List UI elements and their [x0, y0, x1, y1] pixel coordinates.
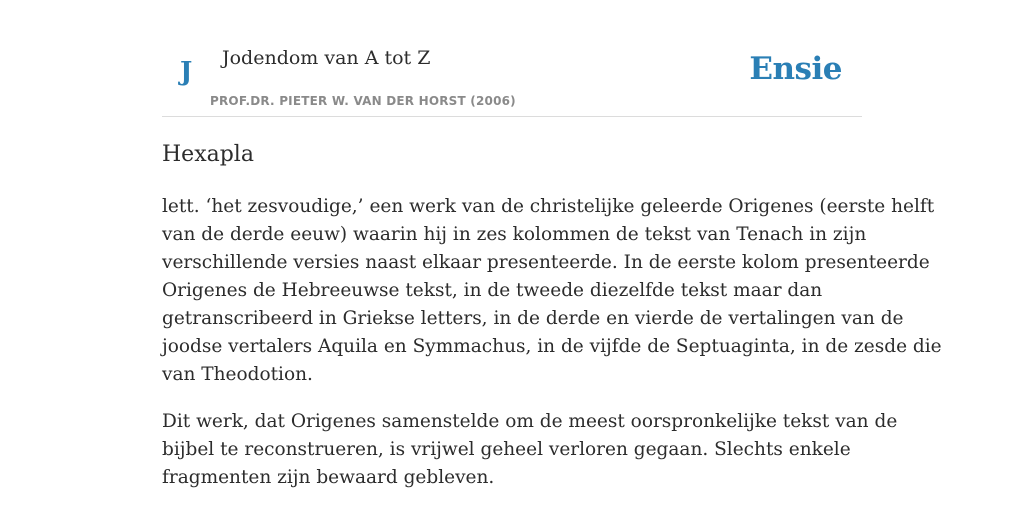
- paragraph-line: fragmenten zijn bewaard gebleven.: [162, 467, 495, 488]
- paragraph-line: van de derde eeuw) waarin hij in zes kolommen de tekst van Tenach in zijn: [162, 224, 867, 245]
- paragraph-line: verschillende versies naast elkaar presenteerde. In de eerste kolom presenteerde: [162, 252, 930, 273]
- book-author: PROF.DR. PIETER W. VAN DER HORST (2006): [210, 94, 516, 108]
- book-header: [162, 0, 862, 117]
- paragraph-line: Dit werk, dat Origenes samenstelde om de meest oorspronkelijke tekst van de: [162, 411, 898, 432]
- ensie-logo[interactable]: Ensie: [749, 51, 842, 87]
- paragraph-line: getranscribeerd in Griekse letters, in de derde en vierde de vertalingen van de: [162, 308, 904, 329]
- book-title-link[interactable]: Jodendom van A tot Z: [222, 47, 431, 69]
- book-icon: J: [180, 57, 193, 87]
- paragraph-line: joodse vertalers Aquila en Symmachus, in de vijfde de Septuaginta, in de zesde die: [162, 336, 942, 357]
- paragraph-line: Origenes de Hebreeuwse tekst, in de tweede diezelfde tekst maar dan: [162, 280, 823, 301]
- paragraph-line: bijbel te reconstrueren, is vrijwel geheel verloren gegaan. Slechts enkele: [162, 439, 851, 460]
- entry-paragraph: [162, 193, 942, 389]
- entry-title: Hexapla: [162, 142, 254, 167]
- paragraph-line: van Theodotion.: [162, 364, 313, 385]
- entry-paragraph: [162, 408, 898, 492]
- entry-content: [162, 136, 942, 492]
- paragraph-line: lett. ‘het zesvoudige,’ een werk van de christelijke geleerde Origenes (eerste helft: [162, 196, 935, 217]
